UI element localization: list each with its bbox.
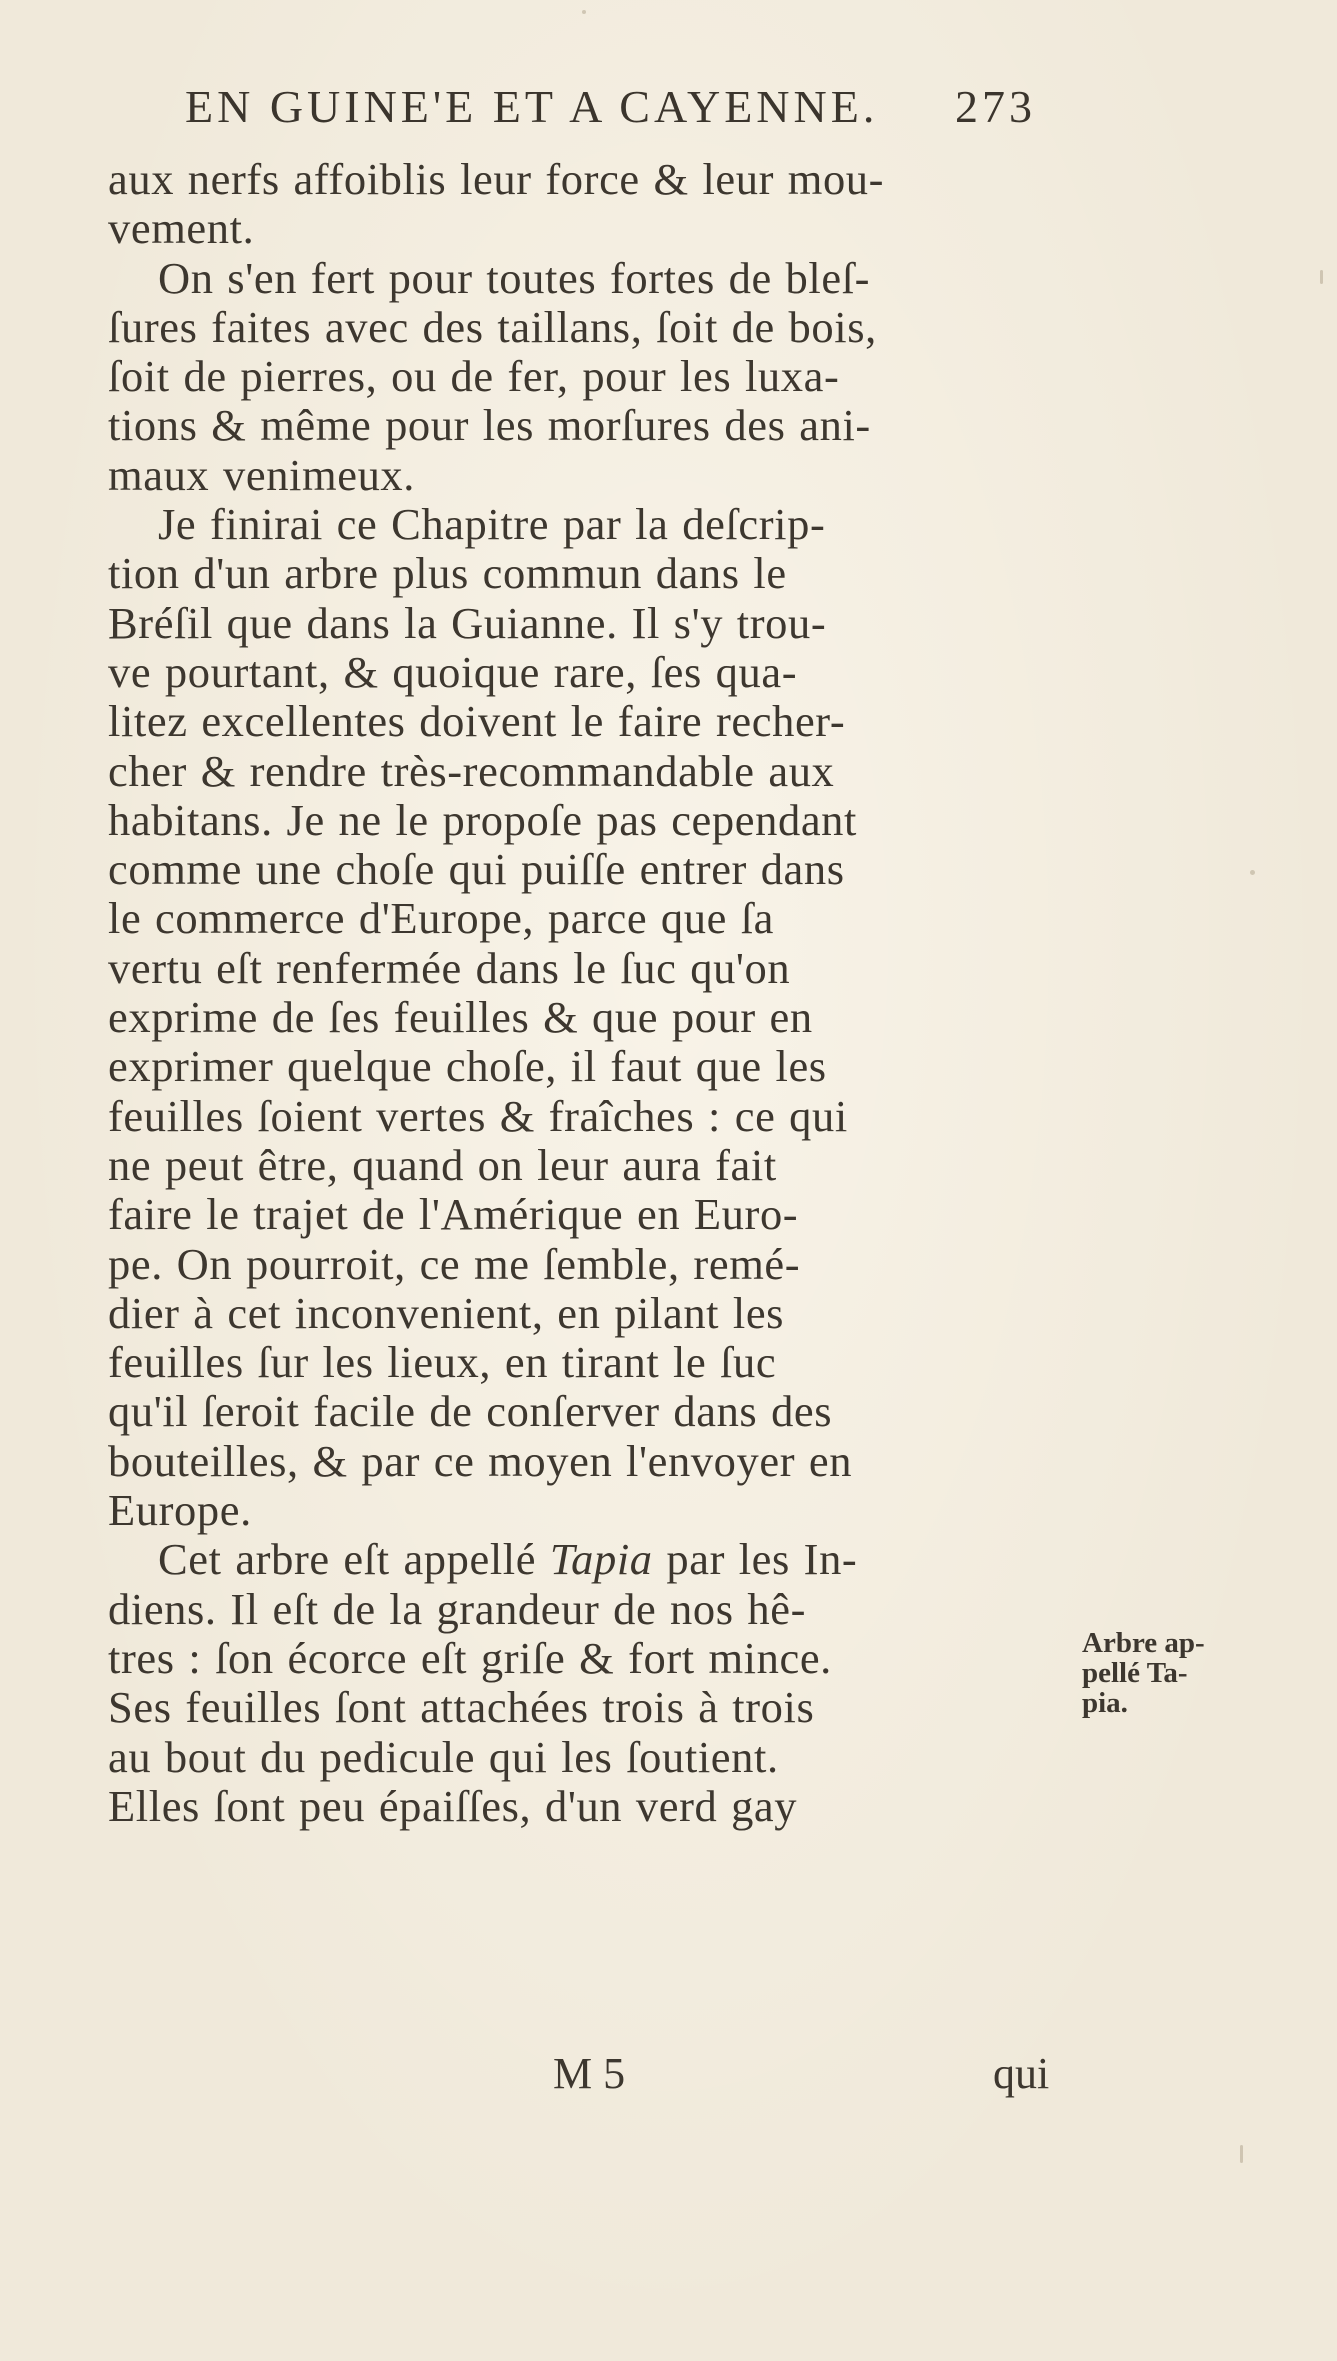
text-line: ſoit de pierres, ou de fer, pour les luxa-	[108, 351, 840, 402]
marginal-note-line: pia.	[1082, 1687, 1128, 1719]
marginal-note	[1082, 1628, 1282, 1718]
text-line: comme une choſe qui puiſſe entrer dans	[108, 844, 845, 895]
text-line: qu'il ſeroit facile de conſerver dans des	[108, 1386, 833, 1437]
text-line: litez excellentes doivent le faire recher-	[108, 696, 846, 747]
page-footer	[108, 2048, 1068, 2098]
page-number: 273	[955, 81, 1036, 132]
marginal-note-line: pellé Ta-	[1082, 1657, 1188, 1689]
italic-term-tapia: Tapia	[549, 1534, 653, 1585]
running-head	[185, 80, 1085, 140]
text-line: diens. Il eſt de la grandeur de nos hê-	[108, 1583, 807, 1634]
text-line: faire le trajet de l'Amérique en Euro-	[108, 1189, 799, 1240]
text-line: Je finirai ce Chapitre par la deſcrip-	[158, 499, 826, 550]
paper-speck	[582, 10, 586, 14]
body-text	[108, 155, 1068, 1831]
text-line: le commerce d'Europe, parce que ſa	[108, 893, 775, 944]
text-line: pe. On pourroit, ce me ſemble, remé-	[108, 1238, 801, 1289]
signature-mark: M 5	[553, 2049, 626, 2098]
text-line: Europe.	[108, 1485, 252, 1536]
catchword: qui	[993, 2049, 1050, 2098]
paper-speck	[1240, 2145, 1243, 2163]
paper-speck	[1320, 270, 1323, 284]
text-line: feuilles ſoient vertes & fraîches : ce qui	[108, 1090, 848, 1141]
text-line: cher & rendre très-recommandable aux	[108, 745, 835, 796]
marginal-note-line: Arbre ap-	[1082, 1627, 1205, 1659]
text-fragment: Cet arbre eſt appellé	[158, 1534, 550, 1585]
text-line: feuilles ſur les lieux, en tirant le ſuc	[108, 1337, 777, 1388]
text-line: vertu eſt renfermée dans le ſuc qu'on	[108, 942, 791, 993]
text-line: vement.	[108, 203, 255, 254]
text-line: dier à cet inconvenient, en pilant les	[108, 1287, 785, 1338]
paper-speck	[1250, 870, 1255, 875]
text-line: exprime de ſes feuilles & que pour en	[108, 992, 813, 1043]
text-line: ne peut être, quand on leur aura fait	[108, 1139, 777, 1190]
text-line: au bout du pedicule qui les ſoutient.	[108, 1731, 779, 1782]
text-line: bouteilles, & par ce moyen l'envoyer en	[108, 1435, 853, 1486]
text-line: aux nerfs affoiblis leur force & leur mou-	[108, 154, 885, 204]
text-line: ſures faites avec des taillans, ſoit de bois,	[108, 301, 877, 352]
text-line-tapia	[108, 1535, 1068, 1584]
text-fragment: par les In-	[652, 1534, 858, 1585]
text-line: maux venimeux.	[108, 449, 415, 500]
text-line: ve pourtant, & quoique rare, ſes qua-	[108, 646, 798, 697]
text-line: tres : ſon écorce eſt griſe & fort mince.	[108, 1632, 832, 1683]
text-line: Ses feuilles ſont attachées trois à trois	[108, 1682, 815, 1733]
text-line: On s'en fert pour toutes fortes de bleſ-	[158, 252, 871, 303]
text-line: exprimer quelque choſe, il faut que les	[108, 1041, 827, 1092]
text-line: Bréſil que dans la Guianne. Il s'y trou-	[108, 597, 827, 648]
text-line: Elles ſont peu épaiſſes, d'un verd gay	[108, 1780, 798, 1831]
running-title: EN GUINE'E ET A CAYENNE.	[185, 81, 879, 132]
text-line: habitans. Je ne le propoſe pas cependant	[108, 794, 857, 845]
text-line: tion d'un arbre plus commun dans le	[108, 548, 787, 599]
text-line: tions & même pour les morſures des ani-	[108, 400, 871, 451]
